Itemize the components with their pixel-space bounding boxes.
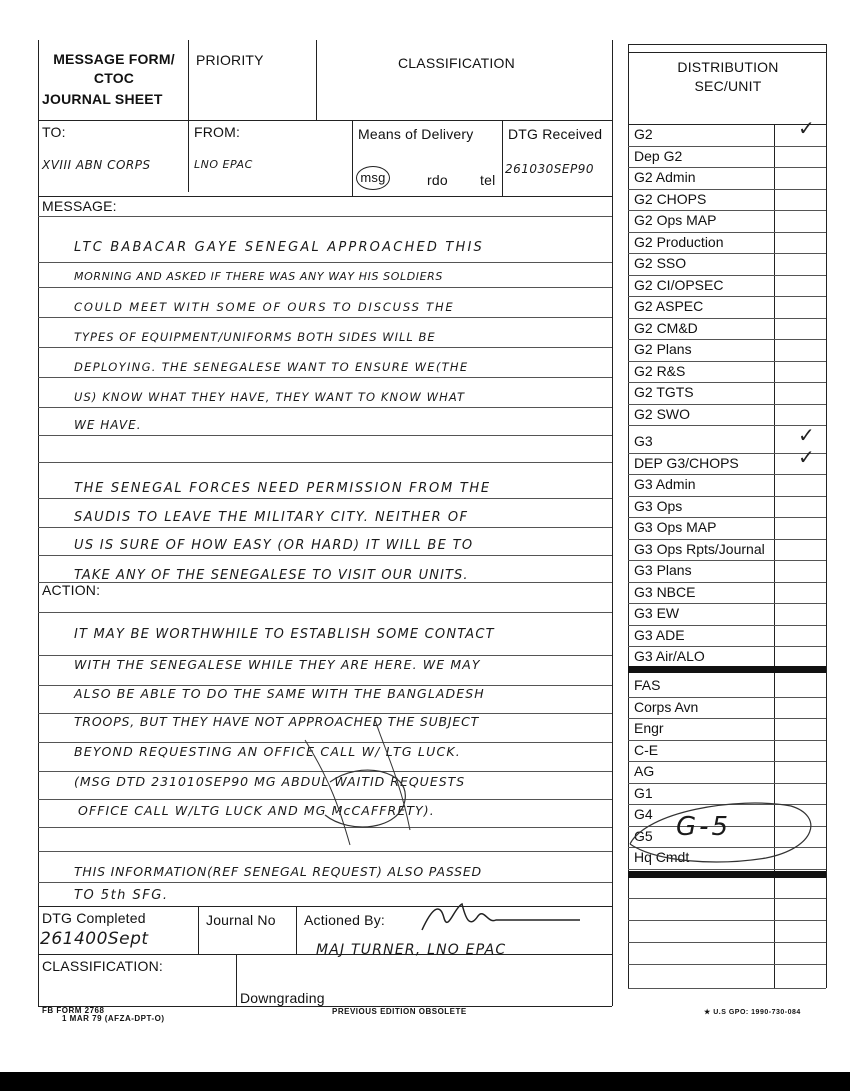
- distribution-row-divider: [628, 453, 826, 454]
- dtg-completed-value[interactable]: 261400Sept: [40, 929, 149, 949]
- means-option-rdo[interactable]: rdo: [427, 172, 448, 188]
- message-line: TAKE ANY OF THE SENEGALESE TO VISIT OUR UNITS.: [74, 568, 469, 583]
- distribution-item[interactable]: Engr: [634, 720, 664, 736]
- distribution-item[interactable]: G5: [634, 827, 653, 844]
- distribution-row-divider: [628, 560, 826, 561]
- form-title-line-1: MESSAGE FORM/: [53, 51, 175, 67]
- distribution-row-divider: [628, 740, 826, 741]
- distribution-row-divider: [628, 646, 826, 647]
- distribution-row-divider: [628, 382, 826, 383]
- downgrading-label: Downgrading: [240, 990, 325, 1006]
- message-line: US IS SURE OF HOW EASY (OR HARD) IT WILL BE TO: [74, 538, 474, 553]
- action-line: WITH THE SENEGALESE WHILE THEY ARE HERE. WE MAY: [74, 657, 481, 672]
- distribution-row-divider: [628, 232, 826, 233]
- action-line: TROOPS, BUT THEY HAVE NOT APPROACHED THE SUBJECT: [74, 714, 480, 729]
- distribution-row-divider: [628, 210, 826, 211]
- means-option-msg[interactable]: [356, 166, 390, 190]
- distribution-title-line-1: DISTRIBUTION: [677, 59, 779, 75]
- distribution-row-divider: [628, 625, 826, 626]
- form-date: 1 MAR 79 (AFZA-DPT-O): [62, 1014, 165, 1023]
- distribution-row-divider: [628, 189, 826, 190]
- distribution-item[interactable]: G2 Ops MAP: [634, 212, 717, 228]
- edition-note: PREVIOUS EDITION OBSOLETE: [332, 1007, 467, 1016]
- distribution-item[interactable]: DEP G3/CHOPS: [634, 454, 739, 471]
- section-divider: [628, 666, 826, 673]
- distribution-row-divider: [628, 275, 826, 276]
- checkmark-icon[interactable]: ✓: [798, 425, 815, 447]
- message-line: THE SENEGAL FORCES NEED PERMISSION FROM THE: [74, 481, 491, 496]
- to-label: TO:: [42, 124, 66, 140]
- means-option-msg-text: msg: [360, 170, 386, 185]
- distribution-item[interactable]: G3 Air/ALO: [634, 648, 705, 664]
- distribution-item[interactable]: G3: [634, 433, 653, 449]
- form-title-line-3: JOURNAL SHEET: [42, 91, 163, 107]
- distribution-row-divider: [628, 697, 826, 698]
- distribution-item[interactable]: G3 Ops MAP: [634, 519, 717, 535]
- action-line: OFFICE CALL W/LTG LUCK AND MG McCAFFRETY).: [78, 803, 435, 818]
- signature[interactable]: [414, 898, 584, 938]
- distribution-row-divider: [628, 253, 826, 254]
- message-label: MESSAGE:: [42, 198, 117, 214]
- action-line: IT MAY BE WORTHWHILE TO ESTABLISH SOME CONTACT: [74, 627, 495, 642]
- distribution-item[interactable]: G3 ADE: [634, 626, 685, 643]
- message-line: TYPES OF EQUIPMENT/UNIFORMS BOTH SIDES WILL BE: [74, 330, 436, 344]
- distribution-item[interactable]: AG: [634, 763, 655, 779]
- message-line: US) KNOW WHAT THEY HAVE, THEY WANT TO KNOW WHAT: [74, 390, 466, 404]
- distribution-item[interactable]: G1: [634, 784, 653, 801]
- distribution-row-divider: [628, 603, 826, 604]
- distribution-item[interactable]: G2 Admin: [634, 169, 696, 185]
- from-label: FROM:: [194, 124, 241, 140]
- checkmark-icon[interactable]: ✓: [798, 118, 815, 140]
- message-line: WE HAVE.: [74, 418, 142, 432]
- distribution-item[interactable]: G2 CM&D: [634, 319, 698, 336]
- distribution-row-divider: [628, 296, 826, 297]
- priority-label: PRIORITY: [196, 52, 264, 68]
- action-line: ALSO BE ABLE TO DO THE SAME WITH THE BANGLADESH: [74, 686, 485, 701]
- distribution-item[interactable]: G3 Ops Rpts/Journal: [634, 540, 765, 557]
- action-line: BEYOND REQUESTING AN OFFICE CALL W/ LTG LUCK.: [74, 744, 461, 759]
- distribution-row-divider: [628, 517, 826, 518]
- form-title-line-2: CTOC: [93, 70, 135, 86]
- gpo-note: ★ U.S GPO: 1990-730-084: [704, 1009, 801, 1016]
- action-line: (MSG DTD 231010SEP90 MG ABDUL WAITID REQUESTS: [74, 774, 466, 789]
- distribution-item[interactable]: Corps Avn: [634, 698, 699, 715]
- dtg-received-label: DTG Received: [508, 126, 603, 142]
- from-value[interactable]: LNO EPAC: [194, 158, 253, 171]
- distribution-row-divider: [628, 318, 826, 319]
- distribution-item[interactable]: G2 ASPEC: [634, 298, 704, 314]
- distribution-item[interactable]: C-E: [634, 741, 659, 758]
- distribution-row-divider: [628, 496, 826, 497]
- distribution-row-divider: [628, 582, 826, 583]
- distribution-row-divider: [628, 146, 826, 147]
- message-line: MORNING AND ASKED IF THERE WAS ANY WAY HIS SOLDIERS: [74, 270, 443, 283]
- distribution-item[interactable]: G2 SWO: [634, 405, 691, 422]
- action-label: ACTION:: [42, 582, 101, 598]
- message-line: DEPLOYING. THE SENEGALESE WANT TO ENSURE WE(THE: [74, 360, 469, 374]
- distribution-title-line-2: SEC/UNIT: [694, 78, 762, 94]
- message-line: COULD MEET WITH SOME OF OURS TO DISCUSS THE: [74, 300, 455, 314]
- classification-bottom-label: CLASSIFICATION:: [42, 958, 163, 974]
- distribution-row-divider: [628, 339, 826, 340]
- distribution-item[interactable]: G3 Plans: [634, 562, 692, 578]
- form-id: FB FORM 2768: [42, 1006, 105, 1015]
- message-line: LTC BABACAR GAYE SENEGAL APPROACHED THIS: [74, 240, 485, 255]
- distribution-item[interactable]: G3 NBCE: [634, 583, 696, 600]
- checkmark-icon[interactable]: ✓: [798, 446, 815, 469]
- journal-no-label: Journal No: [206, 912, 276, 928]
- distribution-row-divider: [628, 474, 826, 475]
- distribution-item[interactable]: G3 EW: [634, 605, 680, 621]
- classification-label: CLASSIFICATION: [398, 55, 515, 71]
- distribution-row-divider: [628, 761, 826, 762]
- distribution-row-divider: [628, 404, 826, 405]
- distribution-row-divider: [628, 425, 826, 426]
- distribution-item[interactable]: G4: [634, 806, 653, 822]
- distribution-item[interactable]: G3 Admin: [634, 476, 696, 492]
- distribution-item[interactable]: G2 CHOPS: [634, 190, 707, 207]
- section-divider: [628, 871, 826, 878]
- scan-edge: [0, 1072, 850, 1091]
- distribution-item[interactable]: FAS: [634, 677, 661, 693]
- distribution-item[interactable]: G2 Production: [634, 233, 724, 250]
- action-line: TO 5th SFG.: [74, 888, 169, 903]
- distribution-item[interactable]: G2: [634, 126, 653, 142]
- distribution-item[interactable]: Hq Cmdt: [634, 849, 690, 865]
- distribution-item[interactable]: Dep G2: [634, 147, 683, 164]
- handwritten-circles: [290, 720, 490, 850]
- distribution-item[interactable]: G3 Ops: [634, 497, 683, 514]
- distribution-row-divider: [628, 167, 826, 168]
- distribution-row-divider: [628, 361, 826, 362]
- distribution-row-divider: [628, 783, 826, 784]
- dtg-received-value[interactable]: 261030SEP90: [505, 162, 595, 176]
- means-of-delivery-label: Means of Delivery: [358, 126, 474, 142]
- actioned-by-value[interactable]: MAJ TURNER, LNO EPAC: [316, 942, 507, 958]
- actioned-by-label: Actioned By:: [304, 912, 385, 928]
- distribution-item[interactable]: G2 Plans: [634, 341, 692, 357]
- to-value[interactable]: XVIII ABN CORPS: [42, 158, 151, 172]
- distribution-item[interactable]: G2 TGTS: [634, 384, 694, 400]
- means-option-tel[interactable]: tel: [480, 172, 496, 188]
- form-title: [42, 50, 186, 109]
- distribution-row-divider: [628, 718, 826, 719]
- distribution-item[interactable]: G2 CI/OPSEC: [634, 276, 724, 293]
- dtg-completed-label: DTG Completed: [42, 910, 146, 926]
- message-line: SAUDIS TO LEAVE THE MILITARY CITY. NEITHER OF: [74, 510, 469, 525]
- distribution-item[interactable]: G2 R&S: [634, 362, 686, 379]
- distribution-title: [630, 58, 826, 96]
- distribution-annotation: G-5: [676, 812, 732, 842]
- distribution-row-divider: [628, 539, 826, 540]
- action-line: THIS INFORMATION(REF SENEGAL REQUEST) ALSO PASSED: [74, 864, 482, 879]
- distribution-item[interactable]: G2 SSO: [634, 255, 687, 271]
